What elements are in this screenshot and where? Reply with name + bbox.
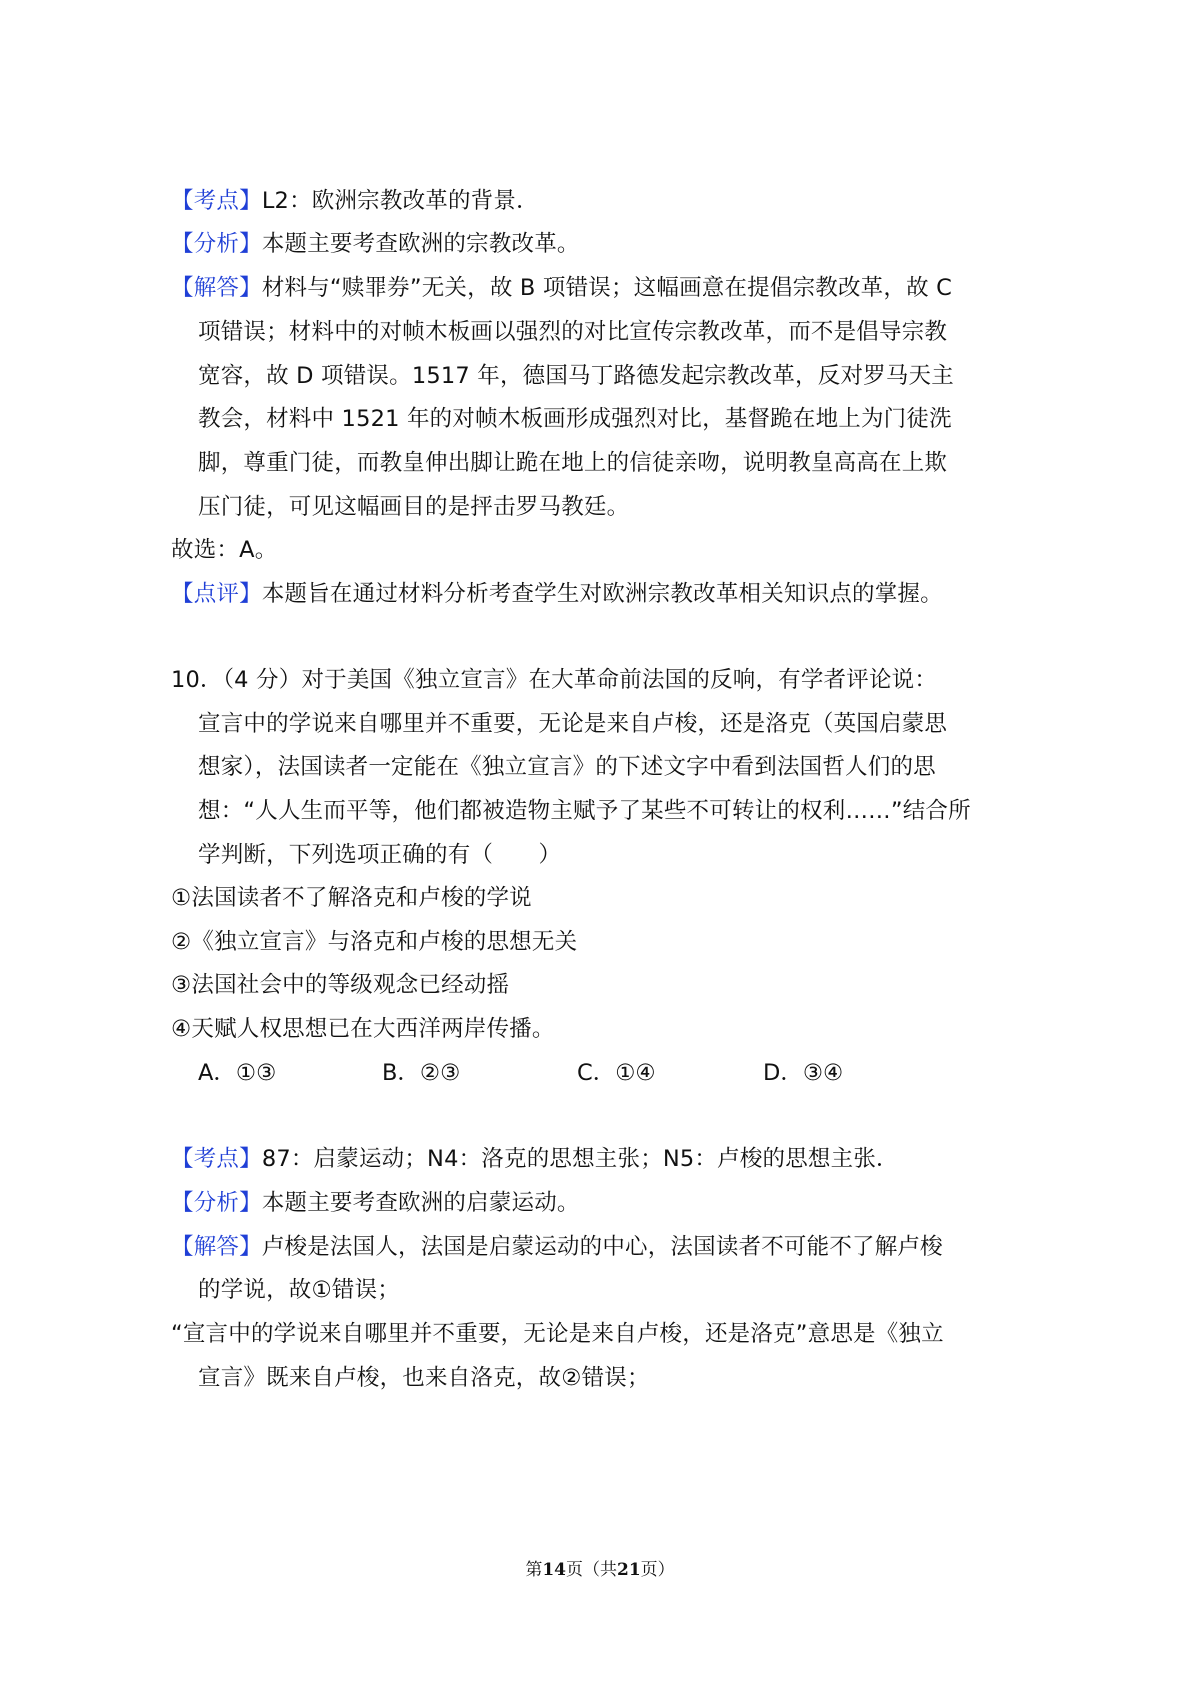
jieda-paragraph: “宣言中的学说来自哪里并不重要，无论是来自卢梭，还是洛克”意思是《独立	[171, 1321, 944, 1347]
footer-suffix: 页）	[640, 1560, 675, 1580]
jieda-continuation: 脚，尊重门徒，而教皇伸出脚让跪在地上的信徒亲吻，说明教皇高高在上欺	[198, 450, 948, 476]
dianping-tag: 【点评】	[171, 581, 262, 607]
fenxi-tag: 【分析】	[171, 1190, 262, 1216]
jieda-continuation: 宽容，故 D 项错误。1517 年，德国马丁路德发起宗教改革，反对罗马天主	[198, 363, 954, 389]
jieda-text: 材料与“赎罪券”无关，故 B 项错误；这幅画意在提倡宗教改革，故 C	[261, 275, 953, 301]
answer-line: 故选：A。	[171, 537, 278, 563]
footer-middle: 页（共	[566, 1560, 617, 1580]
kaodian-line-q9	[171, 186, 539, 216]
question-stem: 10．（4 分）对于美国《独立宣言》在大革命前法国的反响，有学者评论说：	[171, 667, 938, 693]
jieda-line-q9	[171, 273, 952, 303]
jieda-text: 卢梭是法国人，法国是启蒙运动的中心，法国读者不可能不了解卢梭	[261, 1234, 943, 1260]
jieda-tag: 【解答】	[171, 275, 262, 301]
page-footer	[0, 1558, 1200, 1582]
fenxi-text: 本题主要考查欧洲的启蒙运动。	[261, 1190, 580, 1216]
option-a: A．①③	[198, 1060, 277, 1086]
page-total: 21	[617, 1560, 641, 1580]
jieda-continuation: 教会，材料中 1521 年的对帧木板画形成强烈对比，基督跪在地上为门徒洗	[198, 406, 952, 432]
dianping-line-q9	[171, 579, 943, 609]
fenxi-tag: 【分析】	[171, 231, 262, 257]
statement-item: ③法国社会中的等级观念已经动摇	[171, 972, 510, 998]
statement-item: ④天赋人权思想已在大西洋两岸传播。	[171, 1016, 555, 1042]
jieda-continuation: 的学说，故①错误；	[198, 1277, 400, 1303]
kaodian-tag: 【考点】	[171, 1146, 262, 1172]
jieda-continuation: 压门徒，可见这幅画目的是抨击罗马教廷。	[198, 494, 630, 520]
statement-item: ②《独立宣言》与洛克和卢梭的思想无关	[171, 929, 578, 955]
option-b: B．②③	[382, 1060, 461, 1086]
statement-item: ①法国读者不了解洛克和卢梭的学说	[171, 885, 532, 911]
option-c: C．①④	[577, 1060, 656, 1086]
page-number: 14	[542, 1560, 566, 1580]
footer-prefix: 第	[525, 1560, 543, 1580]
jieda-continuation: 宣言》既来自卢梭，也来自洛克，故②错误；	[198, 1365, 650, 1391]
jieda-continuation: 项错误；材料中的对帧木板画以强烈的对比宣传宗教改革，而不是倡导宗教	[198, 319, 948, 345]
question-stem-continuation: 想家），法国读者一定能在《独立宣言》的下述文字中看到法国哲人们的思	[198, 754, 936, 780]
dianping-text: 本题旨在通过材料分析考查学生对欧洲宗教改革相关知识点的掌握。	[261, 581, 943, 607]
kaodian-line-q10	[171, 1144, 899, 1174]
fenxi-line-q9	[171, 229, 580, 259]
jieda-tag: 【解答】	[171, 1234, 262, 1260]
question-stem-continuation: 想：“人人生而平等，他们都被造物主赋予了某些不可转让的权利……”结合所	[198, 798, 971, 824]
kaodian-tag: 【考点】	[171, 188, 262, 214]
fenxi-text: 本题主要考查欧洲的宗教改革。	[261, 231, 580, 257]
kaodian-text: 87：启蒙运动；N4：洛克的思想主张；N5：卢梭的思想主张．	[261, 1146, 899, 1172]
option-d: D．③④	[763, 1060, 844, 1086]
fenxi-line-q10	[171, 1188, 580, 1218]
question-stem-continuation: 宣言中的学说来自哪里并不重要，无论是来自卢梭，还是洛克（英国启蒙思	[198, 711, 948, 737]
jieda-line-q10	[171, 1232, 943, 1262]
question-stem-continuation: 学判断，下列选项正确的有（ ）	[198, 842, 562, 868]
kaodian-text: L2：欧洲宗教改革的背景．	[261, 188, 539, 214]
